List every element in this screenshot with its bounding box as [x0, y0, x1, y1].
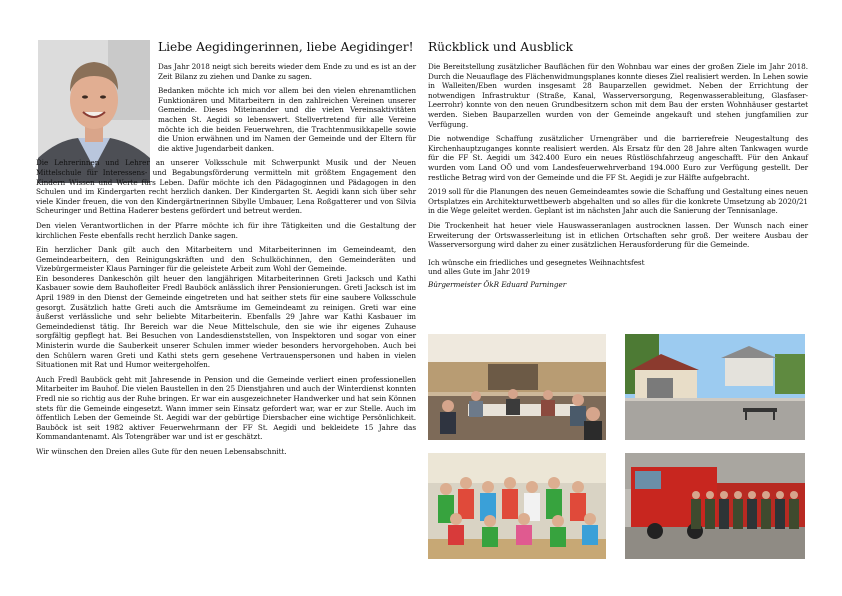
greeting-column — [36, 40, 416, 462]
signature: Bürgermeister ÖkR Eduard Parninger — [428, 279, 567, 289]
review-column — [428, 40, 808, 294]
photo-meeting — [428, 334, 606, 440]
photo-children — [428, 453, 606, 559]
review-paragraph: 2019 soll für die Planungen des neuen Gemeindeamtes sowie die Schaffung und Gestaltung eines neuen Ortsplatzes ein Architekturwettbewerb abgehalten und so alles für die konkrete Umsetzung ab 2020/21 in die Wege geleitet werden. Geplant ist im nächsten Jahr auch die Sanierung der Tennisanlage. — [428, 187, 808, 216]
review-paragraph: Die notwendige Schaffung zusätzlicher Urnengräber und die barrierefreie Neugestaltung des Kirchenhauptzuganges konnte realisiert werden. Als Ersatz für den 28 Jahre alten Tankwagen wurde für die FF St. Aegidi um 342.400 Euro ein neues Rüstlöschfahrzeug angeschafft. Für den Ankauf wurden vom Land OÖ und vom Landesfeuerwehrverband 194.000 Euro zur Verfügung gestellt. Der restliche Betrag wird von der Gemeinde und die FF St. Aegidi je zur Hälfte aufgebracht. — [428, 134, 808, 182]
review-paragraph: Die Bereitstellung zusätzlicher Bauflächen für den Wohnbau war eines der großen Ziele im Jahr 2018. Durch die Neuauflage des Flächenwidmungsplanes konnte dieses Ziel realisiert werden. In Lehen sowie in Walleiten/Eben wurden insgesamt 28 Bauparzellen gewidmet. Neben der Errichtung der notwendigen Infrastruktur (Straße, Kanal, Wasserversorgung, Regenwasserableitung, Glasfaser-Leerrohr) konnte von den neuen Grundbesitzern schon mit dem Bau der ersten Wohnhäuser gestartet werden. Sieben Bauparzellen wurden von der Gemeinde angekauft und stehen jungfamilien zur Verfügung. — [428, 62, 808, 129]
greeting-heading: Liebe Aegidingerinnen, liebe Aegidinger! — [158, 40, 414, 54]
review-paragraph: Die Trockenheit hat heuer viele Hauswasseranlagen austrocknen lassen. Der Wunsch nach einer Erweiterung der Ortswasserleitung ist in etlichen Ortschaften sehr groß. Der weitere Ausbau der Wasserversorgung wird daher zu einer zusätzlichen Herausforderung für die Gemeinde. — [428, 220, 808, 250]
greeting-paragraph: Den vielen Verantwortlichen in der Pfarre möchte ich für ihre Tätigkeiten und die Gestaltung der kirchlichen Feste ebenfalls recht herzlich Danke sagen. — [36, 220, 416, 240]
greeting-paragraph: Wir wünschen den Dreien alles Gute für den neuen Lebensabschnitt. — [36, 446, 287, 456]
photo-plaza — [625, 334, 805, 440]
greeting-paragraph: Auch Fredl Bauböck geht mit Jahresende in Pension und die Gemeinde verliert einen professionellen Mitarbeiter im Bauhof. Die vielen Baustellen in den 25 Dienstjahren und auch der Winterdienst konnten Fredl nie so richtig aus der Ruhe bringen. Er war ein ausgezeichneter Handwerker und hat sein Können stets für die Gemeinde eingesetzt. Wann immer sein Einsatz gefordert war, war er zur Stelle. Auch im öffentlich Leben der Gemeinde St. Aegidi war der gebürtige Diersbacher eine wichtige Persönlichkeit. Bauböck ist seit 1982 aktiver Feuerwehrmann der FF St. Aegidi und bekleidete 15 Jahre das Kommandantenamt. Als Totengräber war und ist er geschätzt. — [36, 374, 416, 442]
review-heading: Rückblick und Ausblick — [428, 40, 574, 54]
greeting-paragraph: Das Jahr 2018 neigt sich bereits wieder dem Ende zu und es ist an der Zeit Bilanz zu ziehen und Danke zu sagen. — [158, 62, 416, 81]
closing-line: und alles Gute im Jahr 2019 — [428, 267, 530, 277]
photo-fire-truck — [625, 453, 805, 559]
greeting-paragraph: Die Lehrerinnen und Lehrer an unserer Volksschule mit Schwerpunkt Musik und der Neuen Mittelschule für Interessens- und Begabungsförderung vermitteln mit größtem Engagement den Kindern Wissen und Werte fürs Leben. Dafür möchte ich den Pädagoginnen und Pädagogen in den Schulen und im Kindergarten recht herzlich danken. Der Kindergarten St. Aegidi kann sich über sehr viele Kinder freuen, die von den Kindergärtnerinnen Sibylle Umbauer, Lena Roßgatterer und von Silvia Scheuringer und Bettina Haderer bestens gefördert und betreut werden. — [36, 158, 416, 216]
closing-line: Ich wünsche ein friedliches und gesegnetes Weihnachtsfest — [428, 257, 645, 267]
greeting-paragraph: Bedanken möchte ich mich vor allem bei den vielen ehrenamtlichen Funktionären und Mitarbeitern in den zahlreichen Vereinen unserer Gemeinde. Dieses Miteinander und die vielen Vereinsaktivitäten machen St. Aegidi so lebenswert. Stellvertretend für alle Vereine möchte ich die beiden Feuerwehren, die Trachtenmusikkapelle sowie die Union erwähnen und im Namen der Gemeinde und der Eltern für die aktive Jugendarbeit danken. — [158, 86, 416, 153]
greeting-paragraph: Ein herzlicher Dank gilt auch den Mitarbeitern und Mitarbeiterinnen im Gemeindeamt, den Gemeindearbeitern, den Reinigungskräften und den Schulköchinnen, den Gemeinderäten und Vizebürgermeister Klaus Parninger für die geleistete Arbeit zum Wohl der Gemeinde. — [36, 245, 416, 274]
greeting-paragraph: Ein besonderes Dankeschön gilt heuer den langjährigen Mitarbeiterinnen Greti Jacksch und Kathi Kasbauer sowie dem Bauhofleiter Fredl Bauböck anlässlich ihrer Pensionierungen. Greti Jacksch ist im April 1989 in den Dienst der Gemeinde eingetreten und hat seither stets für eine saubere Volksschule gesorgt. Zusätzlich hatte Greti auch die Amtsräume im Gemeindeamt zu reinigen. Greti war eine äußerst verlässliche und sehr beliebte Mitarbeiterin. Ebenfalls 29 Jahre war Kathi Kasbauer im Gemeindedienst tätig. Ihr Bereich war die Neue Mittelschule, den sie wie ihr eigenes Zuhause sorgfältig gepflegt hat. Bei Besuchen von Landesdienststellen, von Inspektoren und sogar von einer Ministerin wurde die Sauberkeit unserer Schulen immer wieder besonders hervorgehoben. Auch bei den Schülern waren Greti und Kathi stets gern gesehene Vertrauenspersonen und haben in vielen Situationen mit Rat und Humor weitergeholfen. — [36, 273, 416, 370]
